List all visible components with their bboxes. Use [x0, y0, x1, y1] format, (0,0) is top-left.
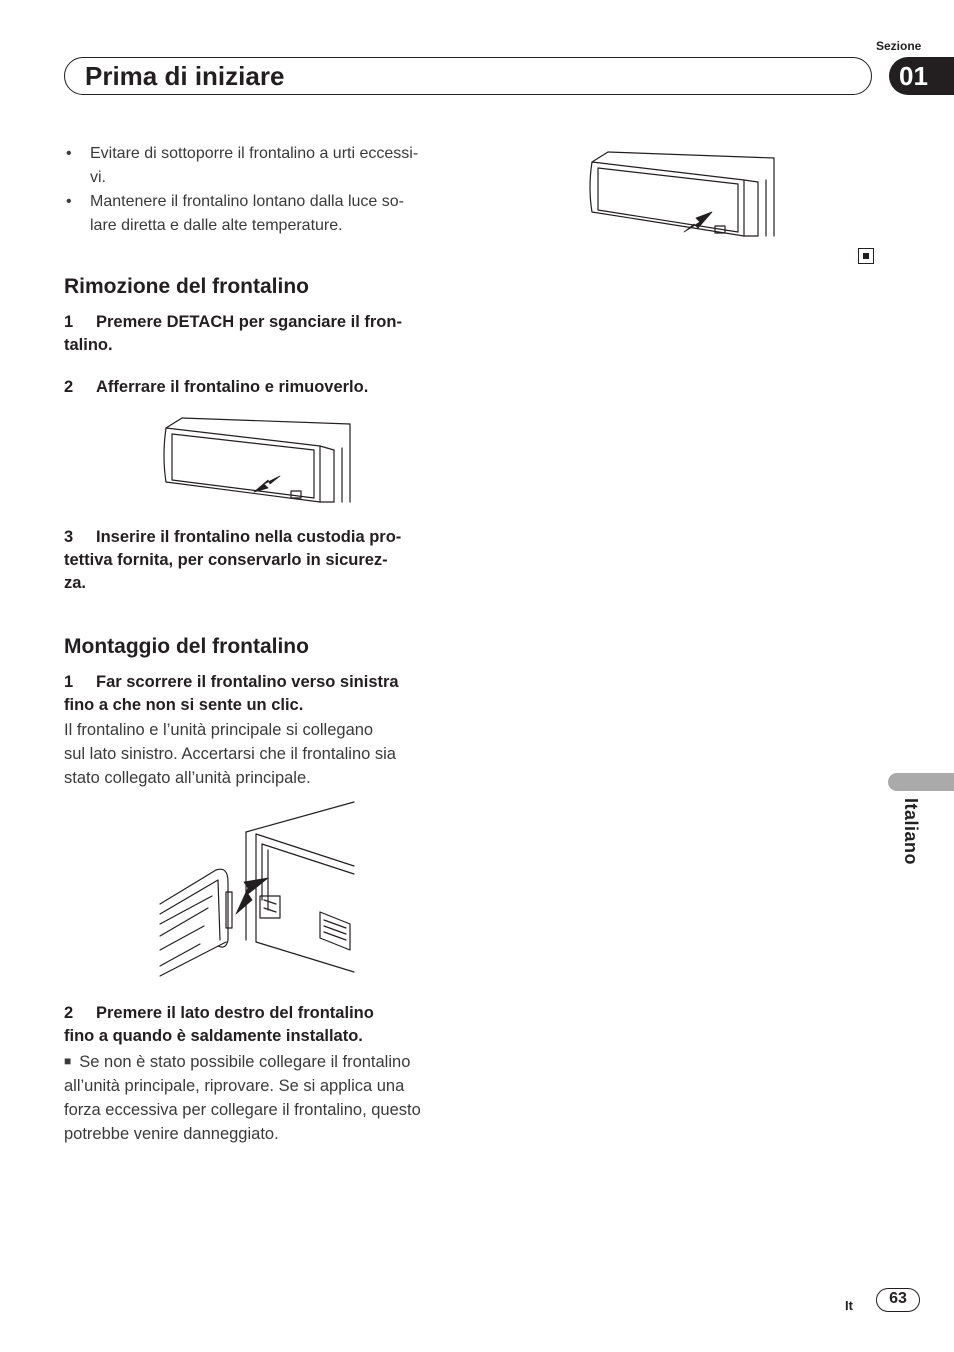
body-line: stato collegato all’unità principale. [64, 769, 311, 787]
step-text: Inserire il frontalino nella custodia pro- [96, 528, 402, 546]
step-number: 2 [64, 378, 74, 396]
language-label: Italiano [901, 798, 921, 866]
chapter-title: Prima di iniziare [85, 61, 285, 91]
step-text: Premere il lato destro del frontalino [96, 1004, 374, 1022]
section-number-badge [889, 57, 954, 95]
step-text: fino a che non si sente un clic. [64, 696, 304, 714]
intro-bullet-list [64, 142, 458, 238]
mounting-heading: Montaggio del frontalino [64, 635, 309, 658]
step-number: 2 [64, 1004, 74, 1022]
language-code: It [845, 1298, 853, 1313]
mounting-step-1 [64, 671, 458, 717]
section-number: 01 [899, 61, 928, 91]
removal-step-1 [64, 311, 458, 357]
section-label: Sezione [876, 39, 922, 53]
removal-heading: Rimozione del frontalino [64, 275, 309, 298]
press-faceplate-illustration [586, 150, 778, 242]
page-number: 63 [876, 1288, 920, 1312]
bullet-marker: • [66, 193, 72, 210]
note-line: all’unità principale, riprovare. Se si applica una [64, 1077, 405, 1095]
step-text: fino a quando è saldamente installato. [64, 1027, 363, 1045]
step-text: tettiva fornita, per conservarlo in sicurez- [64, 551, 388, 569]
step-text: talino. [64, 336, 113, 354]
removal-step-2 [64, 376, 458, 399]
section-end-mark [858, 248, 874, 264]
bullet-line: vi. [90, 169, 106, 186]
mounting-note [64, 1049, 458, 1146]
bullet-line: Evitare di sottoporre il frontalino a urti eccessi- [90, 145, 419, 162]
language-tab [888, 773, 954, 791]
bullet-line: lare diretta e dalle alte temperature. [90, 217, 343, 234]
step-number: 1 [64, 673, 74, 691]
body-line: Il frontalino e l’unità principale si collegano [64, 721, 374, 739]
bullet-line: Mantenere il frontalino lontano dalla luce so- [90, 193, 404, 210]
body-line: sul lato sinistro. Accertarsi che il frontalino sia [64, 745, 396, 763]
bullet-marker: • [66, 145, 72, 162]
mounting-step-2 [64, 1002, 458, 1048]
note-line: forza eccessiva per collegare il frontalino, questo [64, 1101, 421, 1119]
step-text: Premere DETACH per sganciare il fron- [96, 313, 402, 331]
step-number: 3 [64, 528, 74, 546]
chapter-title-bar [64, 57, 872, 95]
note-marker: ■ [64, 1054, 72, 1068]
step-text: Far scorrere il frontalino verso sinistra [96, 673, 399, 691]
remove-faceplate-illustration [160, 416, 355, 508]
step-text: Afferrare il frontalino e rimuoverlo. [96, 378, 369, 396]
mounting-step-1-body [64, 718, 458, 790]
step-text: za. [64, 574, 87, 592]
list-item [64, 190, 458, 238]
attach-faceplate-illustration [158, 800, 358, 980]
removal-step-3 [64, 526, 458, 595]
note-line: Se non è stato possibile collegare il frontalino [79, 1053, 411, 1071]
list-item [64, 142, 458, 190]
note-line: potrebbe venire danneggiato. [64, 1125, 279, 1143]
step-number: 1 [64, 313, 74, 331]
